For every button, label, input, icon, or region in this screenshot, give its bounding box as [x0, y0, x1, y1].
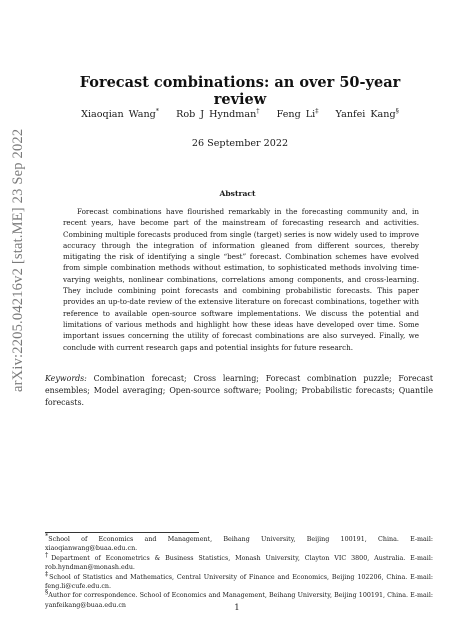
footnote-mark: §: [45, 588, 49, 597]
footnote-text: School of Economics and Management, Beihang University, Beijing 100191, China. E-mail: xiaoqianwang@buaa.edu.cn.: [45, 536, 433, 553]
footnote-text: Department of Econometrics & Business Statistics, Monash University, Clayton VIC 3800, Australia. E-mail: rob.hyndman@monash.edu.: [45, 554, 433, 572]
author-name: Yanfei Kang: [335, 109, 396, 120]
footnote-rule: [45, 532, 199, 533]
author-name: Rob J Hyndman: [176, 109, 257, 120]
paper-title: Forecast combinations: an over 50-year review: [79, 74, 401, 108]
author-mark: ‡: [315, 106, 319, 115]
abstract-heading: Abstract: [219, 189, 256, 198]
footnote-text: School of Statistics and Mathematics, Central University of Finance and Economics, Beijing 102206, China. E-mail: feng.li@cufe.edu.cn.: [45, 573, 434, 591]
keywords: [45, 373, 433, 409]
keywords-label: Keywords:: [45, 374, 87, 383]
author-name: Feng Li: [276, 109, 316, 120]
footnote-mark: *: [45, 531, 49, 540]
author-mark: †: [256, 106, 260, 115]
footnote: [45, 569, 434, 592]
arxiv-identifier: arXiv:2205.04216v2 [stat.ME] 23 Sep 2022: [10, 128, 26, 392]
footnote: [45, 531, 433, 554]
footnotes: [45, 531, 434, 610]
footnote-mark: ‡: [45, 569, 50, 578]
abstract-text: Forecast combinations have flourished remarkably in the forecasting community and, in recent years, have become part of the mainstream of forecasting research and activities. Combining multiple forecasts produced from single (target) series is now widely used to improve accuracy through the integration of information gleaned from different sources, thereby mitigating the risk of identifying a single “best” forecast. Combination schemes have evolved from simple combination methods without estimation, to sophisticated methods involving time-varying weights, nonlinear combinations, correlations among components, and cross-learning. They include combining point forecasts and combining probabilistic forecasts. This paper provides an up-to-date review of the extensive literature on forecast combinations, together with reference to available open-source software implementations. We discuss the potential and limitations of various methods and highlight how these ideas have developed over time. Some important issues concerning the utility of forecast combinations are also surveyed. Finally, we conclude with current research gaps and potential insights for future research.: [63, 207, 419, 352]
keywords-text: Combination forecast; Cross learning; Forecast combination puzzle; Forecast ensembles; Model averaging; Open-source software; Pooling; Probabilistic forecasts; Quantile forecasts.: [45, 374, 433, 407]
footnote: [45, 550, 433, 573]
author-name: Xiaoqian Wang: [81, 109, 156, 120]
footnote-text: Author for correspondence. School of Economics and Management, Beihang University, Beijing 100191, China. E-mail: yanfeikang@buaa.edu.cn: [45, 592, 433, 609]
footnote-mark: †: [45, 550, 52, 559]
author-list: [60, 106, 420, 120]
author-mark: §: [395, 106, 399, 115]
author-mark: *: [155, 106, 160, 115]
publication-date: 26 September 2022: [191, 138, 289, 149]
page-number: 1: [234, 603, 240, 613]
